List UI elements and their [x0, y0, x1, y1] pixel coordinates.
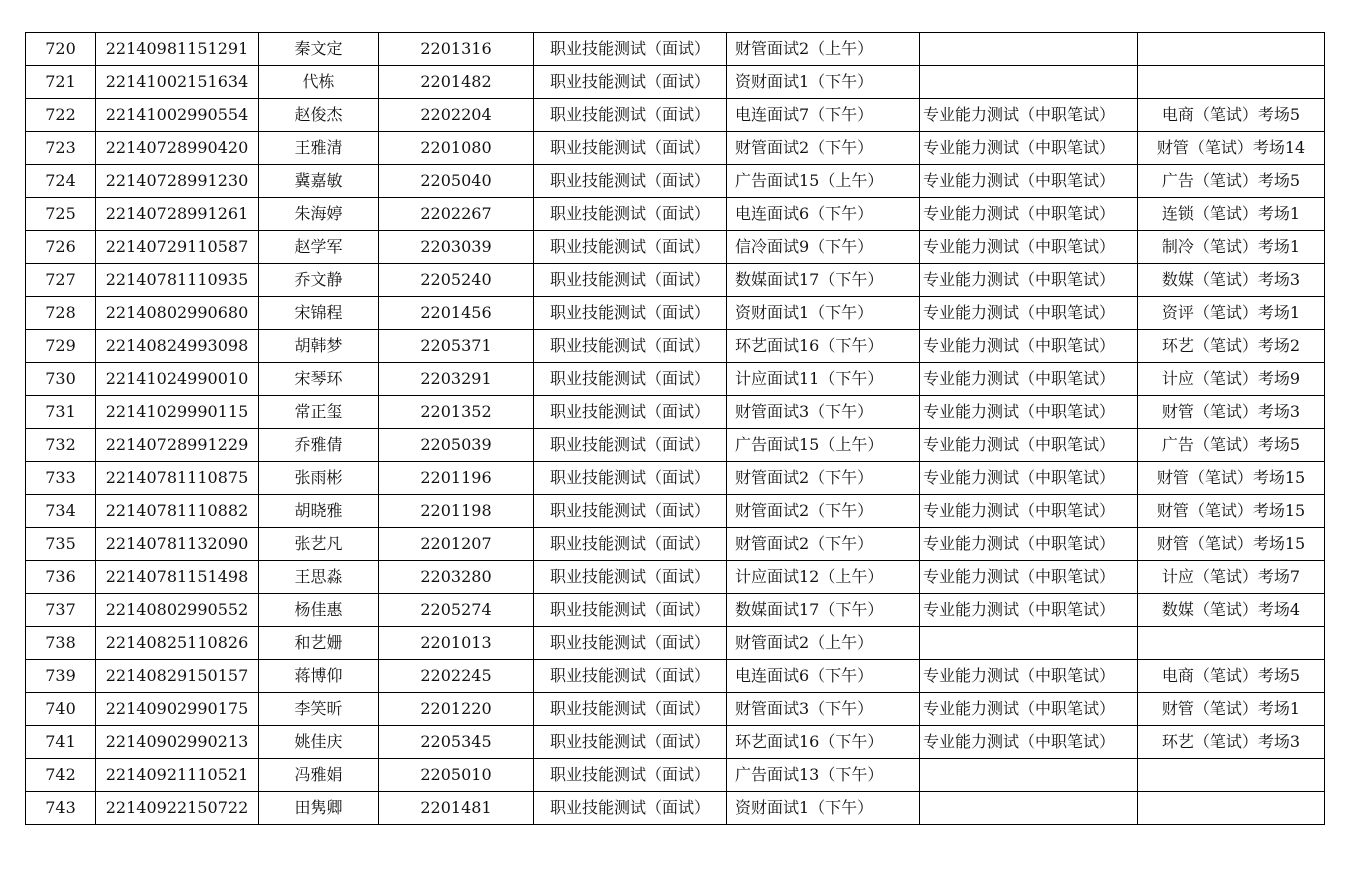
- candidate-name-cell: 李笑昕: [259, 693, 379, 726]
- interview-session-cell: 数媒面试17（下午）: [727, 264, 920, 297]
- candidate-name-cell: 杨佳惠: [259, 594, 379, 627]
- ticket-number-cell: 2201196: [379, 462, 534, 495]
- ticket-number-cell: 2205274: [379, 594, 534, 627]
- written-exam-room-cell: 连锁（笔试）考场1: [1138, 198, 1325, 231]
- exam-type-cell: 职业技能测试（面试）: [534, 297, 727, 330]
- candidate-name-cell: 乔文静: [259, 264, 379, 297]
- written-exam-room-cell: [1138, 792, 1325, 825]
- interview-session-cell: 信冷面试9（下午）: [727, 231, 920, 264]
- ticket-number-cell: 2205240: [379, 264, 534, 297]
- interview-session-cell: 财管面试2（下午）: [727, 495, 920, 528]
- written-exam-type-cell: 专业能力测试（中职笔试）: [920, 132, 1138, 165]
- table-row: [26, 759, 1325, 792]
- seq-cell: 723: [26, 132, 96, 165]
- table-row: [26, 594, 1325, 627]
- written-exam-room-cell: 计应（笔试）考场7: [1138, 561, 1325, 594]
- candidate-name-cell: 和艺姗: [259, 627, 379, 660]
- registration-number-cell: 22140902990213: [96, 726, 259, 759]
- exam-type-cell: 职业技能测试（面试）: [534, 66, 727, 99]
- written-exam-room-cell: 环艺（笔试）考场2: [1138, 330, 1325, 363]
- exam-type-cell: 职业技能测试（面试）: [534, 792, 727, 825]
- seq-cell: 738: [26, 627, 96, 660]
- table-row: [26, 561, 1325, 594]
- candidate-name-cell: 宋琴环: [259, 363, 379, 396]
- registration-number-cell: 22140729110587: [96, 231, 259, 264]
- interview-session-cell: 数媒面试17（下午）: [727, 594, 920, 627]
- written-exam-type-cell: 专业能力测试（中职笔试）: [920, 264, 1138, 297]
- exam-type-cell: 职业技能测试（面试）: [534, 462, 727, 495]
- table-row: [26, 462, 1325, 495]
- written-exam-room-cell: 数媒（笔试）考场3: [1138, 264, 1325, 297]
- table-row: [26, 495, 1325, 528]
- written-exam-room-cell: [1138, 66, 1325, 99]
- written-exam-type-cell: 专业能力测试（中职笔试）: [920, 99, 1138, 132]
- candidate-name-cell: 田隽卿: [259, 792, 379, 825]
- registration-number-cell: 22140781110882: [96, 495, 259, 528]
- interview-session-cell: 电连面试6（下午）: [727, 198, 920, 231]
- candidate-name-cell: 赵俊杰: [259, 99, 379, 132]
- written-exam-room-cell: 广告（笔试）考场5: [1138, 429, 1325, 462]
- seq-cell: 732: [26, 429, 96, 462]
- registration-number-cell: 22140922150722: [96, 792, 259, 825]
- ticket-number-cell: 2201013: [379, 627, 534, 660]
- exam-type-cell: 职业技能测试（面试）: [534, 99, 727, 132]
- exam-type-cell: 职业技能测试（面试）: [534, 330, 727, 363]
- ticket-number-cell: 2205345: [379, 726, 534, 759]
- ticket-number-cell: 2201456: [379, 297, 534, 330]
- exam-type-cell: 职业技能测试（面试）: [534, 561, 727, 594]
- written-exam-type-cell: [920, 792, 1138, 825]
- seq-cell: 721: [26, 66, 96, 99]
- seq-cell: 730: [26, 363, 96, 396]
- ticket-number-cell: 2201352: [379, 396, 534, 429]
- interview-session-cell: 资财面试1（下午）: [727, 66, 920, 99]
- table-row: [26, 330, 1325, 363]
- written-exam-type-cell: 专业能力测试（中职笔试）: [920, 495, 1138, 528]
- exam-type-cell: 职业技能测试（面试）: [534, 396, 727, 429]
- candidate-name-cell: 胡晓雅: [259, 495, 379, 528]
- registration-number-cell: 22140781110875: [96, 462, 259, 495]
- written-exam-type-cell: 专业能力测试（中职笔试）: [920, 528, 1138, 561]
- table-row: [26, 660, 1325, 693]
- ticket-number-cell: 2201080: [379, 132, 534, 165]
- ticket-number-cell: 2201482: [379, 66, 534, 99]
- written-exam-room-cell: 财管（笔试）考场14: [1138, 132, 1325, 165]
- written-exam-room-cell: 制冷（笔试）考场1: [1138, 231, 1325, 264]
- table-row: [26, 231, 1325, 264]
- exam-type-cell: 职业技能测试（面试）: [534, 627, 727, 660]
- ticket-number-cell: 2201316: [379, 33, 534, 66]
- written-exam-type-cell: [920, 66, 1138, 99]
- registration-number-cell: 22140802990552: [96, 594, 259, 627]
- exam-type-cell: 职业技能测试（面试）: [534, 660, 727, 693]
- table-row: [26, 627, 1325, 660]
- written-exam-type-cell: [920, 33, 1138, 66]
- written-exam-room-cell: 财管（笔试）考场15: [1138, 495, 1325, 528]
- seq-cell: 727: [26, 264, 96, 297]
- table-row: [26, 33, 1325, 66]
- seq-cell: 729: [26, 330, 96, 363]
- interview-session-cell: 财管面试3（下午）: [727, 693, 920, 726]
- seq-cell: 742: [26, 759, 96, 792]
- written-exam-room-cell: 电商（笔试）考场5: [1138, 99, 1325, 132]
- roster-body: [26, 33, 1325, 825]
- table-row: [26, 198, 1325, 231]
- registration-number-cell: 22141029990115: [96, 396, 259, 429]
- registration-number-cell: 22140802990680: [96, 297, 259, 330]
- seq-cell: 720: [26, 33, 96, 66]
- candidate-name-cell: 秦文定: [259, 33, 379, 66]
- ticket-number-cell: 2203039: [379, 231, 534, 264]
- exam-type-cell: 职业技能测试（面试）: [534, 594, 727, 627]
- written-exam-room-cell: 资评（笔试）考场1: [1138, 297, 1325, 330]
- written-exam-room-cell: 财管（笔试）考场15: [1138, 528, 1325, 561]
- interview-session-cell: 资财面试1（下午）: [727, 297, 920, 330]
- table-row: [26, 726, 1325, 759]
- registration-number-cell: 22140781151498: [96, 561, 259, 594]
- candidate-name-cell: 乔雅倩: [259, 429, 379, 462]
- interview-session-cell: 广告面试15（上午）: [727, 165, 920, 198]
- written-exam-type-cell: 专业能力测试（中职笔试）: [920, 561, 1138, 594]
- written-exam-type-cell: 专业能力测试（中职笔试）: [920, 429, 1138, 462]
- table-row: [26, 429, 1325, 462]
- exam-type-cell: 职业技能测试（面试）: [534, 528, 727, 561]
- seq-cell: 731: [26, 396, 96, 429]
- written-exam-type-cell: 专业能力测试（中职笔试）: [920, 198, 1138, 231]
- registration-number-cell: 22140825110826: [96, 627, 259, 660]
- seq-cell: 743: [26, 792, 96, 825]
- registration-number-cell: 22140728991230: [96, 165, 259, 198]
- ticket-number-cell: 2201207: [379, 528, 534, 561]
- seq-cell: 735: [26, 528, 96, 561]
- registration-number-cell: 22141024990010: [96, 363, 259, 396]
- exam-type-cell: 职业技能测试（面试）: [534, 231, 727, 264]
- interview-session-cell: 财管面试2（上午）: [727, 627, 920, 660]
- registration-number-cell: 22140728991261: [96, 198, 259, 231]
- seq-cell: 737: [26, 594, 96, 627]
- candidate-name-cell: 胡韩梦: [259, 330, 379, 363]
- seq-cell: 726: [26, 231, 96, 264]
- interview-session-cell: 环艺面试16（下午）: [727, 330, 920, 363]
- registration-number-cell: 22140981151291: [96, 33, 259, 66]
- written-exam-type-cell: 专业能力测试（中职笔试）: [920, 462, 1138, 495]
- candidate-name-cell: 宋锦程: [259, 297, 379, 330]
- written-exam-type-cell: [920, 627, 1138, 660]
- candidate-name-cell: 蒋博仰: [259, 660, 379, 693]
- interview-session-cell: 财管面试2（上午）: [727, 33, 920, 66]
- written-exam-room-cell: [1138, 627, 1325, 660]
- seq-cell: 739: [26, 660, 96, 693]
- candidate-name-cell: 常正玺: [259, 396, 379, 429]
- registration-number-cell: 22140781110935: [96, 264, 259, 297]
- ticket-number-cell: 2202245: [379, 660, 534, 693]
- candidate-name-cell: 姚佳庆: [259, 726, 379, 759]
- ticket-number-cell: 2201198: [379, 495, 534, 528]
- written-exam-room-cell: [1138, 759, 1325, 792]
- exam-type-cell: 职业技能测试（面试）: [534, 132, 727, 165]
- candidate-name-cell: 朱海婷: [259, 198, 379, 231]
- exam-type-cell: 职业技能测试（面试）: [534, 264, 727, 297]
- registration-number-cell: 22140728990420: [96, 132, 259, 165]
- interview-session-cell: 财管面试2（下午）: [727, 132, 920, 165]
- registration-number-cell: 22141002151634: [96, 66, 259, 99]
- ticket-number-cell: 2202204: [379, 99, 534, 132]
- exam-roster-table: [25, 32, 1325, 825]
- candidate-name-cell: 王思淼: [259, 561, 379, 594]
- interview-session-cell: 电连面试6（下午）: [727, 660, 920, 693]
- ticket-number-cell: 2202267: [379, 198, 534, 231]
- written-exam-type-cell: 专业能力测试（中职笔试）: [920, 660, 1138, 693]
- exam-type-cell: 职业技能测试（面试）: [534, 198, 727, 231]
- seq-cell: 722: [26, 99, 96, 132]
- written-exam-type-cell: 专业能力测试（中职笔试）: [920, 363, 1138, 396]
- written-exam-room-cell: 广告（笔试）考场5: [1138, 165, 1325, 198]
- written-exam-type-cell: 专业能力测试（中职笔试）: [920, 693, 1138, 726]
- written-exam-type-cell: [920, 759, 1138, 792]
- table-row: [26, 396, 1325, 429]
- seq-cell: 724: [26, 165, 96, 198]
- written-exam-type-cell: 专业能力测试（中职笔试）: [920, 594, 1138, 627]
- ticket-number-cell: 2203291: [379, 363, 534, 396]
- interview-session-cell: 计应面试12（上午）: [727, 561, 920, 594]
- written-exam-type-cell: 专业能力测试（中职笔试）: [920, 726, 1138, 759]
- written-exam-room-cell: 计应（笔试）考场9: [1138, 363, 1325, 396]
- table-row: [26, 792, 1325, 825]
- seq-cell: 740: [26, 693, 96, 726]
- exam-type-cell: 职业技能测试（面试）: [534, 693, 727, 726]
- written-exam-room-cell: 数媒（笔试）考场4: [1138, 594, 1325, 627]
- candidate-name-cell: 张雨彬: [259, 462, 379, 495]
- written-exam-room-cell: 电商（笔试）考场5: [1138, 660, 1325, 693]
- candidate-name-cell: 冀嘉敏: [259, 165, 379, 198]
- exam-type-cell: 职业技能测试（面试）: [534, 33, 727, 66]
- registration-number-cell: 22140921110521: [96, 759, 259, 792]
- exam-type-cell: 职业技能测试（面试）: [534, 363, 727, 396]
- candidate-name-cell: 张艺凡: [259, 528, 379, 561]
- seq-cell: 734: [26, 495, 96, 528]
- interview-session-cell: 计应面试11（下午）: [727, 363, 920, 396]
- ticket-number-cell: 2205010: [379, 759, 534, 792]
- exam-type-cell: 职业技能测试（面试）: [534, 165, 727, 198]
- ticket-number-cell: 2201481: [379, 792, 534, 825]
- interview-session-cell: 财管面试2（下午）: [727, 462, 920, 495]
- registration-number-cell: 22141002990554: [96, 99, 259, 132]
- table-row: [26, 165, 1325, 198]
- table-row: [26, 693, 1325, 726]
- interview-session-cell: 广告面试13（下午）: [727, 759, 920, 792]
- exam-type-cell: 职业技能测试（面试）: [534, 726, 727, 759]
- seq-cell: 736: [26, 561, 96, 594]
- written-exam-type-cell: 专业能力测试（中职笔试）: [920, 330, 1138, 363]
- interview-session-cell: 资财面试1（下午）: [727, 792, 920, 825]
- table-row: [26, 132, 1325, 165]
- written-exam-room-cell: 财管（笔试）考场15: [1138, 462, 1325, 495]
- exam-type-cell: 职业技能测试（面试）: [534, 495, 727, 528]
- written-exam-room-cell: [1138, 33, 1325, 66]
- registration-number-cell: 22140824993098: [96, 330, 259, 363]
- seq-cell: 728: [26, 297, 96, 330]
- candidate-name-cell: 代栋: [259, 66, 379, 99]
- seq-cell: 733: [26, 462, 96, 495]
- written-exam-room-cell: 财管（笔试）考场1: [1138, 693, 1325, 726]
- ticket-number-cell: 2205040: [379, 165, 534, 198]
- ticket-number-cell: 2205039: [379, 429, 534, 462]
- registration-number-cell: 22140829150157: [96, 660, 259, 693]
- interview-session-cell: 电连面试7（下午）: [727, 99, 920, 132]
- candidate-name-cell: 冯雅娟: [259, 759, 379, 792]
- registration-number-cell: 22140781132090: [96, 528, 259, 561]
- interview-session-cell: 财管面试3（下午）: [727, 396, 920, 429]
- table-row: [26, 264, 1325, 297]
- interview-session-cell: 广告面试15（上午）: [727, 429, 920, 462]
- written-exam-type-cell: 专业能力测试（中职笔试）: [920, 231, 1138, 264]
- ticket-number-cell: 2203280: [379, 561, 534, 594]
- written-exam-type-cell: 专业能力测试（中职笔试）: [920, 297, 1138, 330]
- table-row: [26, 528, 1325, 561]
- written-exam-room-cell: 财管（笔试）考场3: [1138, 396, 1325, 429]
- registration-number-cell: 22140728991229: [96, 429, 259, 462]
- written-exam-type-cell: 专业能力测试（中职笔试）: [920, 165, 1138, 198]
- ticket-number-cell: 2205371: [379, 330, 534, 363]
- table-row: [26, 99, 1325, 132]
- interview-session-cell: 环艺面试16（下午）: [727, 726, 920, 759]
- seq-cell: 741: [26, 726, 96, 759]
- seq-cell: 725: [26, 198, 96, 231]
- ticket-number-cell: 2201220: [379, 693, 534, 726]
- table-row: [26, 363, 1325, 396]
- exam-type-cell: 职业技能测试（面试）: [534, 429, 727, 462]
- registration-number-cell: 22140902990175: [96, 693, 259, 726]
- candidate-name-cell: 赵学军: [259, 231, 379, 264]
- table-row: [26, 297, 1325, 330]
- written-exam-type-cell: 专业能力测试（中职笔试）: [920, 396, 1138, 429]
- candidate-name-cell: 王雅清: [259, 132, 379, 165]
- written-exam-room-cell: 环艺（笔试）考场3: [1138, 726, 1325, 759]
- exam-type-cell: 职业技能测试（面试）: [534, 759, 727, 792]
- table-row: [26, 66, 1325, 99]
- interview-session-cell: 财管面试2（下午）: [727, 528, 920, 561]
